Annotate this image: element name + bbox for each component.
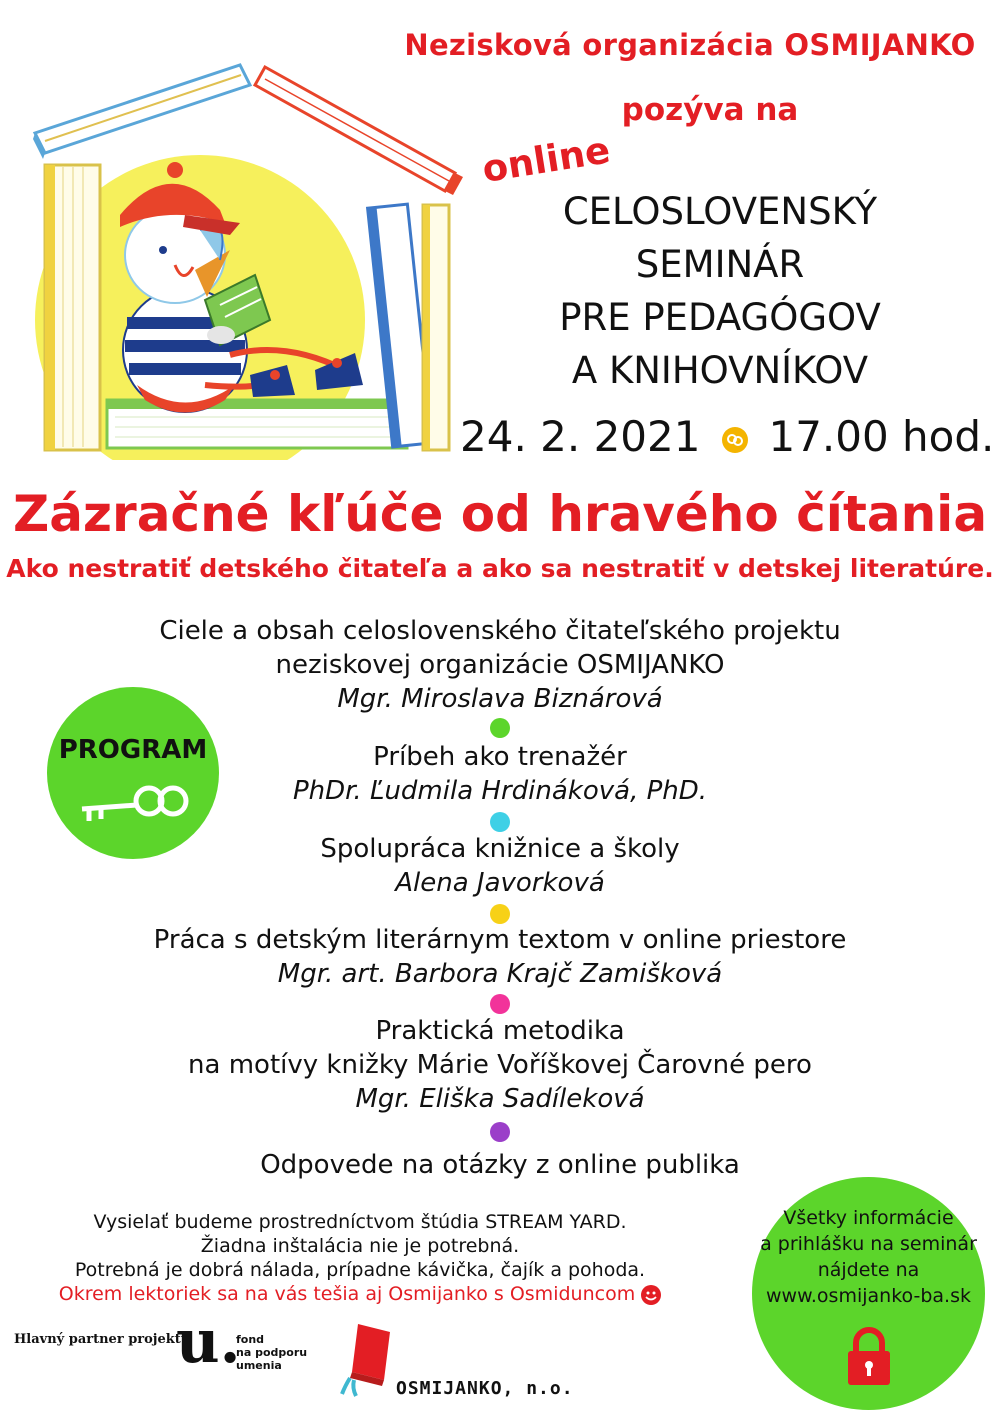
- program-item: [150, 1014, 850, 1116]
- broadcast-greeting-text: Okrem lektoriek sa na vás tešia aj Osmijanko s Osmiduncom: [58, 1283, 636, 1305]
- separator-key-icon: [490, 904, 510, 924]
- program-item-title: Praktická metodika: [375, 1016, 625, 1046]
- info-line: nájdete na: [817, 1259, 920, 1281]
- program-item-speaker: Mgr. Miroslava Biznárová: [337, 684, 663, 714]
- program-item: [150, 923, 850, 991]
- seminar-line: CELOSLOVENSKÝ: [562, 190, 878, 233]
- sub-title: Ako nestratiť detského čitateľa a ako sa nestratiť v detskej literatúre.: [6, 554, 994, 583]
- floor-book: [107, 400, 407, 448]
- osmijanko-book-logo-icon: [340, 1320, 395, 1398]
- program-item: [150, 740, 850, 808]
- organizer-heading: Nezisková organizácia OSMIJANKO: [404, 28, 976, 62]
- info-badge: [752, 1177, 985, 1410]
- seminar-line: SEMINÁR: [635, 243, 805, 286]
- fund-line: umenia: [236, 1359, 282, 1372]
- fund-logo-mark: u.: [176, 1307, 241, 1377]
- program-item-speaker: Mgr. art. Barbora Krajč Zamišková: [277, 959, 723, 989]
- fund-line: na podporu: [236, 1346, 308, 1359]
- fund-line: fond: [236, 1333, 265, 1346]
- program-item-title: Príbeh ako trenažér: [373, 742, 627, 772]
- osmijanko-reading-illustration: [25, 55, 480, 460]
- main-partner-label: Hlavný partner projektu: [14, 1332, 191, 1347]
- wall-book-left: [45, 165, 100, 450]
- online-label: online: [479, 128, 613, 191]
- invites-text: pozýva na: [621, 92, 799, 128]
- program-item-title: Odpovede na otázky z online publika: [260, 1150, 740, 1180]
- separator-key-icon: [490, 812, 510, 832]
- broadcast-line: Vysielať budeme prostredníctvom štúdia STREAM YARD.: [93, 1211, 627, 1233]
- broadcast-info: [40, 1210, 680, 1306]
- osmijanko-logo-text: OSMIJANKO, n.o.: [396, 1378, 574, 1399]
- program-item-title: Práca s detským literárnym textom v online priestore: [153, 925, 847, 955]
- program-item: [150, 1148, 850, 1182]
- separator-key-icon: [490, 994, 510, 1014]
- info-line: Všetky informácie: [783, 1207, 954, 1229]
- program-item-speaker: PhDr. Ľudmila Hrdináková, PhD.: [292, 776, 708, 806]
- broadcast-line: Žiadna inštalácia nie je potrebná.: [200, 1235, 520, 1257]
- roof-book-left: [33, 65, 250, 159]
- seminar-line: A KNIHOVNÍKOV: [571, 349, 869, 392]
- website-link[interactable]: www.osmijanko-ba.sk: [766, 1285, 971, 1307]
- broadcast-line: Potrebná je dobrá nálada, prípadne kávička, čajík a pohoda.: [74, 1259, 646, 1281]
- main-title: Zázračné kľúče od hravého čítania: [12, 485, 988, 543]
- key-dot-icon: [722, 427, 748, 453]
- program-item-title: na motívy knižky Márie Voříškovej Čarovné pero: [188, 1050, 812, 1080]
- roof-book-right: [255, 67, 463, 195]
- seminar-line: PRE PEDAGÓGOV: [559, 296, 881, 339]
- separator-key-icon: [490, 1122, 510, 1142]
- separator-key-icon: [490, 718, 510, 738]
- broadcast-greeting: [40, 1282, 680, 1306]
- program-item-title: Ciele a obsah celoslovenského čitateľského projektu: [159, 616, 841, 646]
- event-date: 24. 2. 2021: [460, 412, 701, 461]
- program-item: [150, 832, 850, 900]
- seminar-heading: [500, 185, 940, 397]
- fund-logo-text: [236, 1333, 307, 1372]
- padlock-icon: [844, 1325, 894, 1387]
- event-time: 17.00 hod.: [768, 412, 995, 461]
- program-item-title: Spolupráca knižnice a školy: [320, 834, 680, 864]
- info-text: [752, 1205, 985, 1309]
- program-item: [150, 614, 850, 716]
- info-line: a prihlášku na seminár: [760, 1233, 977, 1255]
- program-item-speaker: Alena Javorková: [395, 868, 605, 898]
- smiley-icon: [641, 1285, 661, 1305]
- program-item-title: neziskovej organizácie OSMIJANKO: [275, 650, 725, 680]
- wall-book-far-right: [423, 205, 449, 450]
- event-datetime: [460, 412, 1000, 461]
- program-label: PROGRAM: [58, 735, 208, 765]
- program-item-speaker: Mgr. Eliška Sadíleková: [355, 1084, 645, 1114]
